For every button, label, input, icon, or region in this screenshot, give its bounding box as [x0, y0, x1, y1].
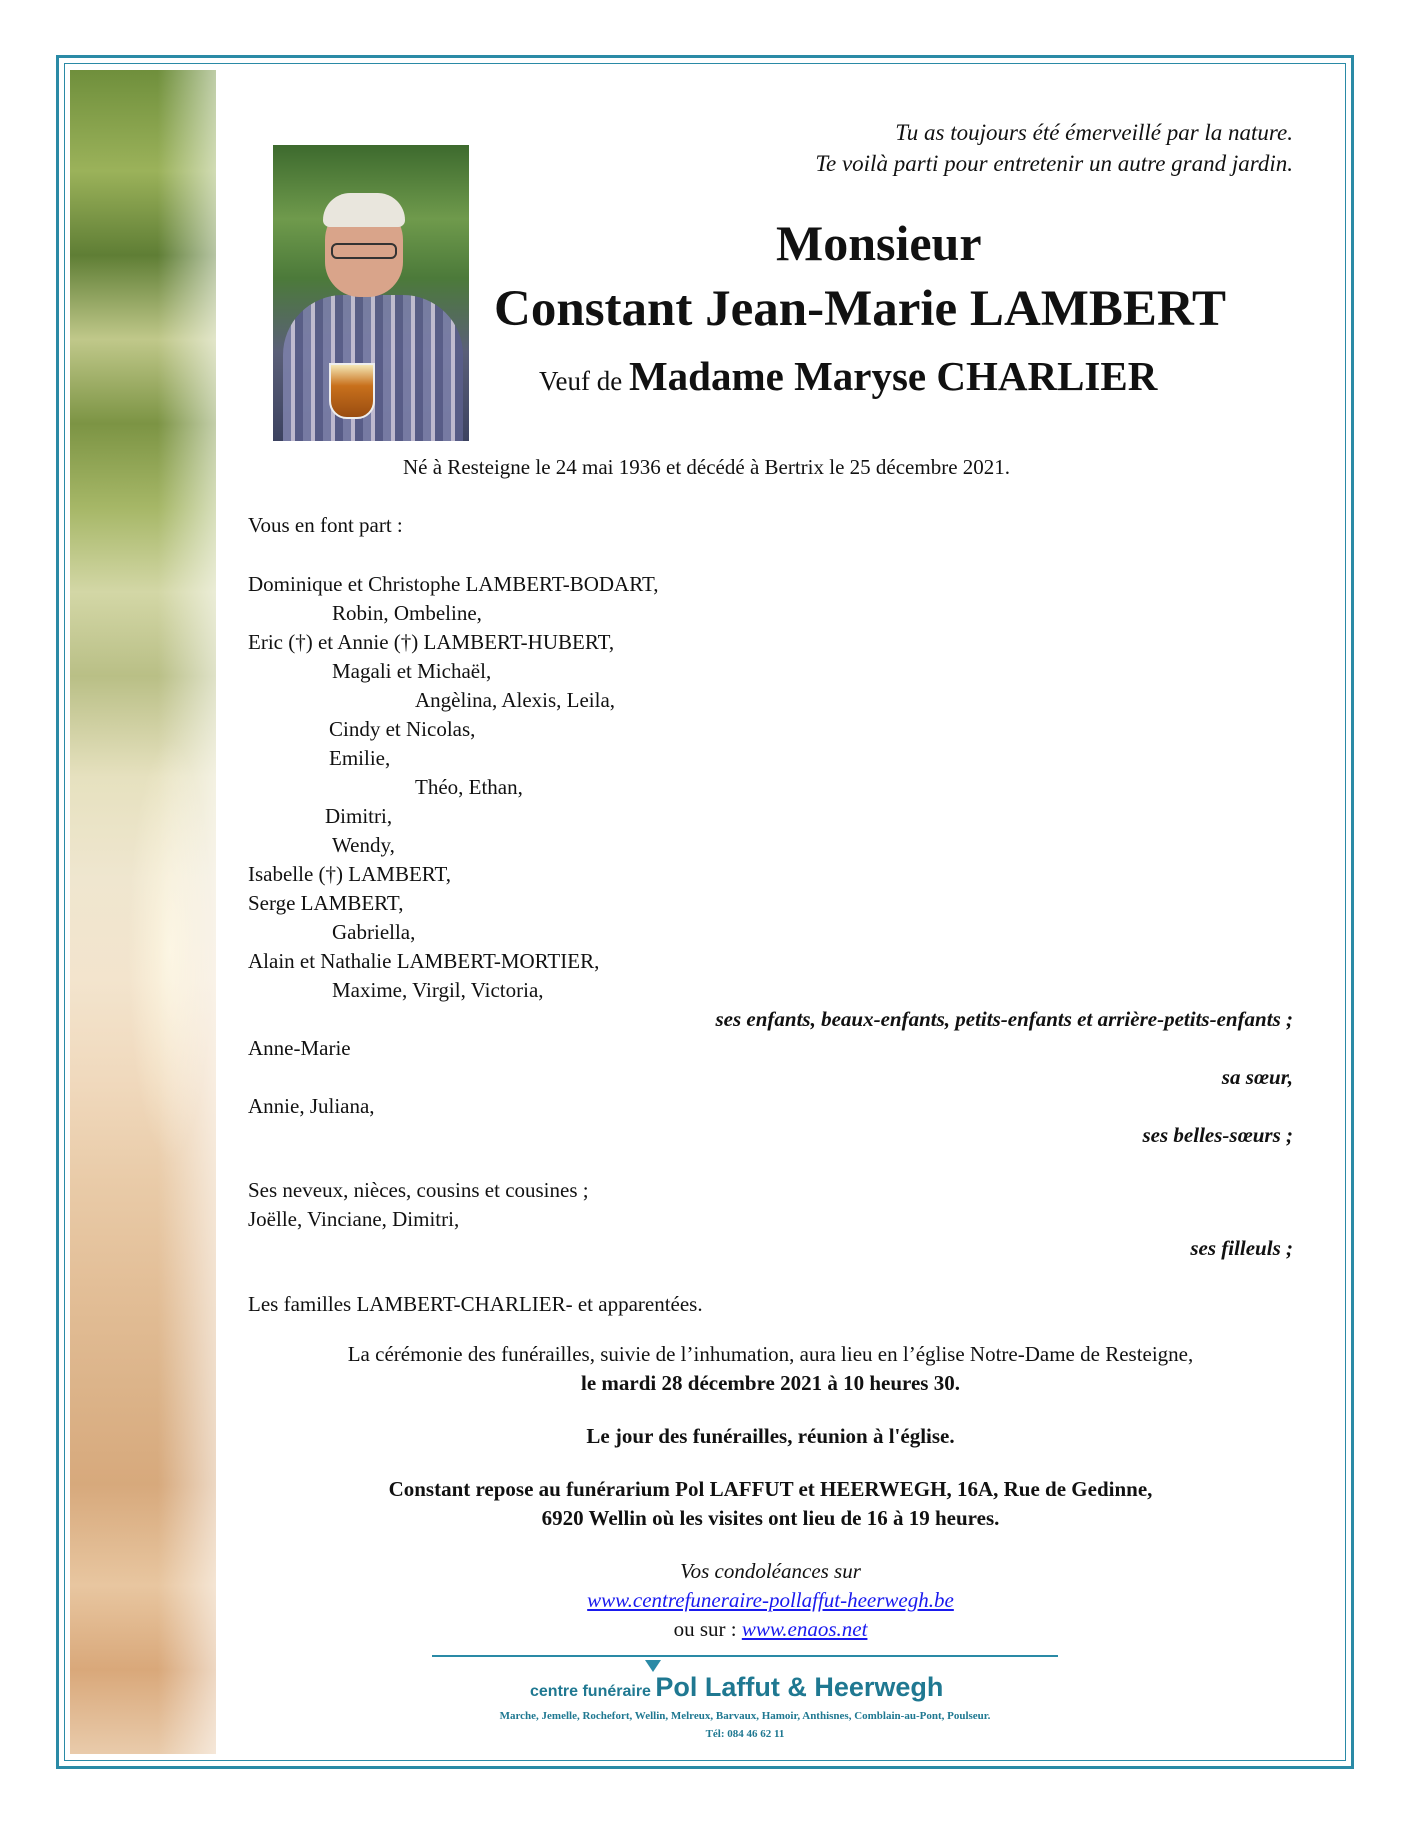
family-line: Emilie,: [329, 746, 391, 770]
funeral-center-logo: [530, 1672, 943, 1703]
birth-death: Né à Resteigne le 24 mai 1936 et décédé à Bertrix le 25 décembre 2021.: [403, 455, 1011, 479]
condolences-label: Vos condoléances sur: [680, 1559, 861, 1583]
rest-line-1: Constant repose au funérarium Pol LAFFUT et HEERWEGH, 16A, Rue de Gedinne,: [388, 1477, 1153, 1501]
footer-rule: [432, 1655, 1058, 1657]
condolences-link-row: [248, 1588, 1293, 1613]
family-line: Maxime, Virgil, Victoria,: [332, 978, 544, 1002]
family-line: Cindy et Nicolas,: [329, 717, 476, 741]
role-godchildren: ses filleuls ;: [1190, 1236, 1293, 1260]
family-line: Serge LAMBERT,: [248, 891, 404, 915]
deceased-name: Constant Jean-Marie LAMBERT: [494, 281, 1227, 337]
ceremony-date: le mardi 28 décembre 2021 à 10 heures 30.: [581, 1371, 960, 1395]
family-line: Gabriella,: [332, 920, 416, 944]
meeting-note: Le jour des funérailles, réunion à l'église.: [586, 1424, 955, 1448]
widower-of: [539, 352, 1157, 400]
spouse-name: Madame Maryse CHARLIER: [628, 353, 1158, 399]
role-children: ses enfants, beaux-enfants, petits-enfants et arrière-petits-enfants ;: [715, 1007, 1293, 1031]
logo-big-text: Pol Laffut & Heerwegh: [655, 1672, 944, 1702]
quote-line-2: Te voilà parti pour entretenir un autre grand jardin.: [815, 151, 1293, 176]
family-line: Théo, Ethan,: [415, 775, 523, 799]
family-line: Alain et Nathalie LAMBERT-MORTIER,: [248, 949, 600, 973]
logo-small-text: centre funéraire: [530, 1683, 651, 1700]
footer-locations: Marche, Jemelle, Rochefort, Wellin, Melreux, Barvaux, Hamoir, Anthisnes, Comblain-au-Pont, Poulseur.: [499, 1710, 991, 1722]
sister-name: Anne-Marie: [248, 1036, 351, 1060]
families: Les familles LAMBERT-CHARLIER- et apparentées.: [248, 1292, 703, 1316]
intro: Vous en font part :: [248, 513, 403, 537]
forest-path-band: [70, 70, 216, 1754]
family-line: Dominique et Christophe LAMBERT-BODART,: [248, 572, 659, 596]
condolences-link-main[interactable]: www.centrefuneraire-pollaffut-heerwegh.be: [587, 1588, 954, 1612]
or-on-label: ou sur :: [673, 1617, 737, 1641]
footer-phone: Tél: 084 46 62 11: [705, 1728, 785, 1740]
condolences-alt-row: [248, 1617, 1293, 1642]
veuf-prefix: Veuf de: [539, 366, 623, 396]
family-line: Angèlina, Alexis, Leila,: [415, 688, 616, 712]
family-line: Dimitri,: [325, 804, 393, 828]
footer-triangle-icon: [645, 1660, 661, 1672]
sisters-in-law: Annie, Juliana,: [248, 1094, 375, 1118]
family-line: Wendy,: [332, 833, 395, 857]
quote-line-1: Tu as toujours été émerveillé par la nature.: [895, 120, 1293, 145]
role-sister: sa sœur,: [1221, 1065, 1293, 1089]
portrait-photo: [273, 145, 469, 441]
family-line: Robin, Ombeline,: [332, 601, 482, 625]
family-line: Eric (†) et Annie (†) LAMBERT-HUBERT,: [248, 630, 615, 654]
family-line: Isabelle (†) LAMBERT,: [248, 862, 452, 886]
title: Monsieur: [776, 215, 982, 271]
ceremony-line-1: La cérémonie des funérailles, suivie de l’inhumation, aura lieu en l’église Notre-Dame de Resteigne,: [347, 1342, 1194, 1366]
nephews: Ses neveux, nièces, cousins et cousines ;: [248, 1178, 589, 1202]
rest-line-2: 6920 Wellin où les visites ont lieu de 16 à 19 heures.: [541, 1506, 1000, 1530]
role-sisters-in-law: ses belles-sœurs ;: [1142, 1123, 1293, 1147]
condolences-link-enaos[interactable]: www.enaos.net: [741, 1617, 868, 1641]
godchildren: Joëlle, Vinciane, Dimitri,: [248, 1207, 460, 1231]
family-line: Magali et Michaël,: [332, 659, 492, 683]
